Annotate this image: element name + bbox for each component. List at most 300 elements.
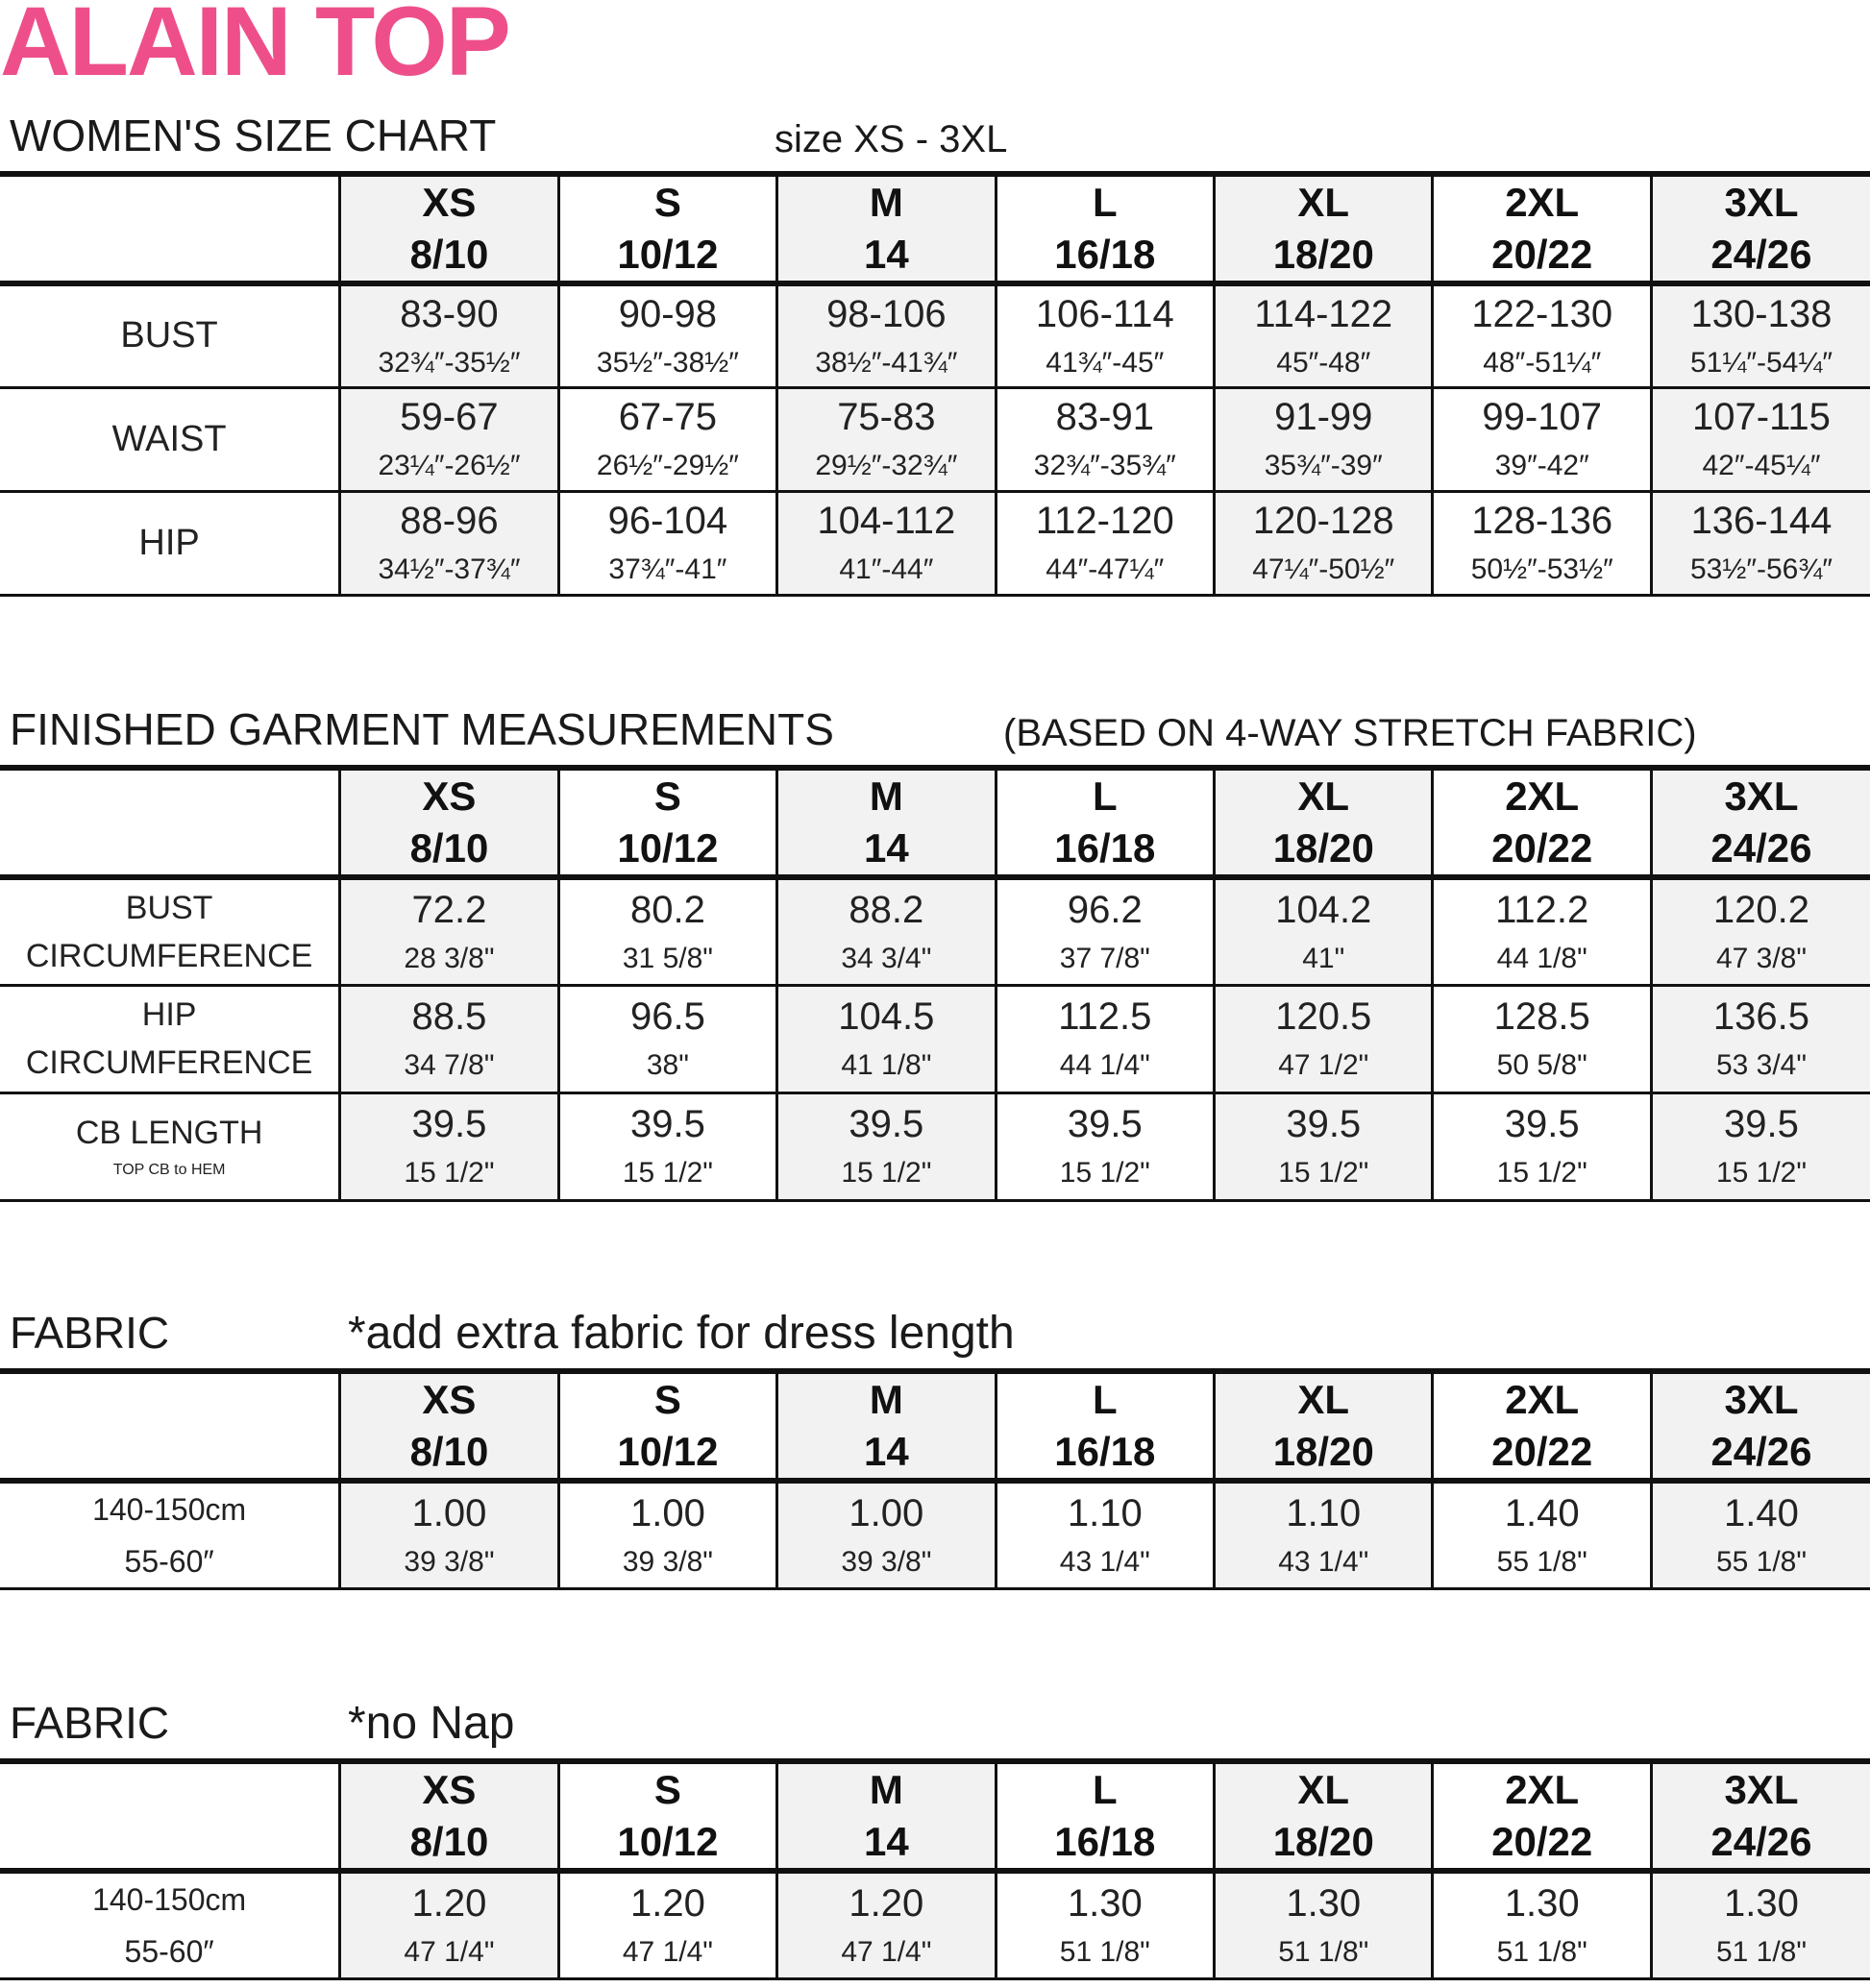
metric-value: 1.30 — [1286, 1882, 1362, 1925]
size-header-cell — [340, 768, 558, 877]
imperial-value: 41" — [1302, 942, 1345, 974]
size-number: 14 — [863, 825, 909, 871]
metric-value: 114-122 — [1254, 292, 1393, 335]
imperial-value: 39 3/8" — [622, 1546, 713, 1578]
imperial-value: 39 3/8" — [404, 1546, 495, 1578]
imperial-value: 50 5/8" — [1496, 1049, 1587, 1081]
size-number: 24/26 — [1710, 232, 1812, 277]
section-header — [0, 704, 1870, 765]
metric-value: 98-106 — [826, 292, 947, 335]
size-letter: L — [1092, 1767, 1118, 1812]
measurement-cell — [340, 1092, 558, 1200]
size-letter: L — [1092, 1377, 1118, 1422]
size-header-cell — [1651, 1761, 1870, 1871]
table-row — [0, 1481, 1870, 1589]
imperial-value: 47 3/8" — [1715, 942, 1807, 974]
imperial-value: 44″-47¼″ — [1046, 553, 1165, 585]
size-header-cell — [340, 174, 558, 283]
size-header-cell — [558, 768, 776, 877]
measurement-cell — [1651, 877, 1870, 985]
imperial-value: 15 1/2" — [1059, 1157, 1150, 1189]
metric-value: 80.2 — [629, 888, 705, 931]
measurement-cell — [1215, 387, 1433, 491]
size-number: 8/10 — [409, 232, 489, 277]
section-note: *add extra fabric for dress length — [348, 1308, 1015, 1359]
size-letter: 3XL — [1724, 773, 1799, 819]
size-letter: XL — [1297, 773, 1350, 819]
measurement-cell — [1651, 283, 1870, 387]
size-letter: 3XL — [1724, 1767, 1799, 1812]
measurement-cell — [996, 491, 1214, 595]
size-header-cell — [1651, 1371, 1870, 1481]
metric-value: 120.2 — [1712, 888, 1810, 931]
metric-value: 75-83 — [837, 396, 936, 438]
metric-value: 120-128 — [1252, 500, 1394, 542]
metric-value: 128-136 — [1471, 500, 1613, 542]
imperial-value: 55 1/8" — [1715, 1546, 1807, 1578]
imperial-value: 34 7/8" — [404, 1049, 495, 1081]
imperial-value: 32¾″-35¾″ — [1033, 450, 1176, 481]
row-label: 140-150cm — [92, 1492, 247, 1527]
measurement-cell — [558, 985, 776, 1092]
size-letter: M — [869, 1377, 903, 1422]
row-label: BUST — [125, 889, 213, 926]
imperial-value: 53 3/4" — [1715, 1049, 1807, 1081]
imperial-value: 34½″-37¾″ — [378, 553, 521, 585]
metric-value: 120.5 — [1275, 995, 1372, 1038]
metric-value: 1.30 — [1504, 1882, 1580, 1925]
size-letter: L — [1092, 180, 1118, 225]
measurement-cell — [558, 877, 776, 985]
metric-value: 1.40 — [1724, 1492, 1799, 1534]
imperial-value: 35¾″-39″ — [1264, 450, 1383, 481]
size-letter: XL — [1297, 1377, 1350, 1422]
metric-value: 1.10 — [1286, 1492, 1362, 1534]
size-number: 18/20 — [1272, 1429, 1374, 1474]
size-chart-table — [0, 171, 1870, 597]
measurement-cell — [558, 1871, 776, 1979]
metric-value: 39.5 — [849, 1103, 924, 1145]
size-letter: S — [653, 180, 681, 225]
imperial-value: 47 1/2" — [1278, 1049, 1369, 1081]
header-blank-cell — [0, 768, 340, 877]
size-header-cell — [777, 768, 996, 877]
size-number: 14 — [863, 1819, 909, 1864]
imperial-value: 47 1/4" — [404, 1936, 495, 1968]
metric-value: 1.00 — [849, 1492, 924, 1534]
imperial-value: 45″-48″ — [1276, 346, 1371, 379]
measurement-cell — [1215, 877, 1433, 985]
section-heading: FABRIC — [10, 1698, 170, 1748]
size-header-cell — [996, 1371, 1214, 1481]
row-sublabel: TOP CB to HEM — [112, 1162, 226, 1178]
size-letter: L — [1092, 773, 1118, 819]
row-label: 140-150cm — [92, 1882, 247, 1917]
metric-value: 39.5 — [411, 1103, 487, 1145]
metric-value: 39.5 — [1504, 1103, 1580, 1145]
metric-value: 96.5 — [629, 995, 705, 1038]
header-blank-cell — [0, 174, 340, 283]
size-letter: M — [869, 773, 903, 819]
row-label-cell — [0, 1481, 340, 1589]
table-row — [0, 283, 1870, 387]
measurement-cell — [558, 387, 776, 491]
size-header-cell — [1433, 1761, 1651, 1871]
section-note: size XS - 3XL — [775, 118, 1008, 160]
imperial-value: 15 1/2" — [404, 1157, 495, 1189]
size-header-cell — [1651, 768, 1870, 877]
fabric-no-nap-section — [0, 1698, 1870, 1980]
row-label-cell — [0, 491, 340, 595]
measurement-cell — [777, 387, 996, 491]
metric-value: 67-75 — [618, 396, 718, 438]
size-chart-section — [0, 110, 1870, 597]
size-letter: 3XL — [1724, 180, 1799, 225]
metric-value: 88-96 — [400, 500, 499, 542]
measurement-cell — [340, 985, 558, 1092]
size-header-cell — [558, 174, 776, 283]
header-blank-cell — [0, 1761, 340, 1871]
imperial-value: 51 1/8" — [1715, 1936, 1807, 1968]
measurement-cell — [1215, 1092, 1433, 1200]
imperial-value: 43 1/4" — [1059, 1546, 1150, 1578]
row-label-cell — [0, 1092, 340, 1200]
section-note: (BASED ON 4-WAY STRETCH FABRIC) — [1003, 712, 1697, 754]
fabric-section — [0, 1308, 1870, 1590]
size-number: 16/18 — [1054, 825, 1156, 871]
size-header-row — [0, 174, 1870, 283]
size-number: 16/18 — [1054, 232, 1156, 277]
row-label-cell — [0, 985, 340, 1092]
section-header — [0, 1698, 1870, 1758]
measurement-cell — [340, 387, 558, 491]
size-header-cell — [1215, 174, 1433, 283]
imperial-value: 38" — [646, 1049, 689, 1081]
metric-value: 130-138 — [1690, 292, 1833, 335]
imperial-value: 29½″-32¾″ — [815, 450, 958, 481]
imperial-value: 51¼″-54¼″ — [1689, 346, 1833, 379]
measurement-cell — [1651, 491, 1870, 595]
size-letter: XL — [1297, 1767, 1350, 1812]
size-number: 10/12 — [617, 1819, 719, 1864]
imperial-value: 15 1/2" — [1715, 1157, 1807, 1189]
metric-value: 1.40 — [1504, 1492, 1580, 1534]
measurement-cell — [340, 1871, 558, 1979]
size-letter: M — [869, 180, 903, 225]
metric-value: 1.00 — [411, 1492, 487, 1534]
size-header-cell — [777, 1761, 996, 1871]
table-row — [0, 1092, 1870, 1200]
metric-value: 1.20 — [411, 1882, 487, 1925]
imperial-value: 41 1/8" — [841, 1049, 932, 1081]
measurement-cell — [777, 1092, 996, 1200]
imperial-value: 32¾″-35½″ — [378, 346, 521, 379]
measurement-cell — [1215, 985, 1433, 1092]
metric-value: 104.2 — [1275, 888, 1372, 931]
row-sublabel: CIRCUMFERENCE — [25, 1044, 313, 1081]
table-row — [0, 877, 1870, 985]
row-label: BUST — [120, 315, 218, 356]
section-heading: FABRIC — [10, 1308, 170, 1358]
measurement-cell — [777, 283, 996, 387]
size-header-cell — [777, 174, 996, 283]
size-number: 18/20 — [1272, 232, 1374, 277]
metric-value: 88.5 — [411, 995, 487, 1038]
measurement-cell — [1433, 1871, 1651, 1979]
size-header-cell — [1215, 1371, 1433, 1481]
measurement-cell — [777, 877, 996, 985]
row-sublabel: 55-60″ — [124, 1934, 214, 1969]
imperial-value: 44 1/4" — [1059, 1049, 1150, 1081]
size-letter: XS — [422, 773, 477, 819]
imperial-value: 51 1/8" — [1059, 1936, 1150, 1968]
measurement-cell — [1651, 1481, 1870, 1589]
size-letter: S — [653, 1767, 681, 1812]
measurement-cell — [340, 491, 558, 595]
metric-value: 136.5 — [1712, 995, 1810, 1038]
metric-value: 91-99 — [1274, 396, 1373, 438]
size-letter: XS — [422, 1767, 477, 1812]
metric-value: 83-90 — [400, 292, 499, 335]
measurement-cell — [1651, 985, 1870, 1092]
imperial-value: 38½″-41¾″ — [815, 346, 958, 379]
size-header-cell — [340, 1761, 558, 1871]
measurement-cell — [1215, 283, 1433, 387]
measurement-cell — [1433, 985, 1651, 1092]
measurement-cell — [1433, 1092, 1651, 1200]
fabric-no-nap-table — [0, 1758, 1870, 1980]
measurement-cell — [777, 985, 996, 1092]
measurement-cell — [996, 1092, 1214, 1200]
measurement-cell — [558, 491, 776, 595]
metric-value: 1.30 — [1724, 1882, 1799, 1925]
imperial-value: 41″-44″ — [839, 553, 934, 585]
metric-value: 99-107 — [1482, 396, 1602, 438]
size-number: 16/18 — [1054, 1819, 1156, 1864]
measurement-cell — [558, 1092, 776, 1200]
measurement-cell — [1433, 877, 1651, 985]
measurement-cell — [1215, 491, 1433, 595]
row-label-cell — [0, 283, 340, 387]
size-number: 16/18 — [1054, 1429, 1156, 1474]
measurement-cell — [1433, 283, 1651, 387]
metric-value: 112.5 — [1058, 995, 1152, 1038]
imperial-value: 51 1/8" — [1496, 1936, 1587, 1968]
section-heading: WOMEN'S SIZE CHART — [10, 110, 497, 160]
imperial-value: 39″-42″ — [1494, 450, 1589, 481]
measurement-cell — [996, 985, 1214, 1092]
metric-value: 88.2 — [849, 888, 924, 931]
measurement-cell — [777, 1871, 996, 1979]
size-header-cell — [558, 1761, 776, 1871]
imperial-value: 55 1/8" — [1496, 1546, 1587, 1578]
measurement-cell — [558, 283, 776, 387]
size-number: 24/26 — [1710, 825, 1812, 871]
imperial-value: 43 1/4" — [1278, 1546, 1369, 1578]
imperial-value: 26½″-29½″ — [596, 450, 739, 481]
size-header-cell — [340, 1371, 558, 1481]
size-letter: 2XL — [1505, 773, 1580, 819]
size-number: 20/22 — [1491, 1429, 1593, 1474]
measurement-cell — [996, 387, 1214, 491]
imperial-value: 15 1/2" — [841, 1157, 932, 1189]
size-letter: 2XL — [1505, 1377, 1580, 1422]
metric-value: 104.5 — [838, 995, 935, 1038]
size-header-row — [0, 1761, 1870, 1871]
measurement-cell — [996, 1871, 1214, 1979]
measurement-cell — [996, 877, 1214, 985]
metric-value: 83-91 — [1055, 396, 1154, 438]
metric-value: 104-112 — [817, 500, 956, 542]
size-header-cell — [996, 768, 1214, 877]
section-header — [0, 1308, 1870, 1368]
section-note: *no Nap — [348, 1698, 515, 1749]
table-row — [0, 387, 1870, 491]
imperial-value: 23¼″-26½″ — [378, 450, 521, 481]
imperial-value: 15 1/2" — [1278, 1157, 1369, 1189]
size-number: 8/10 — [409, 1429, 489, 1474]
size-letter: 2XL — [1505, 1767, 1580, 1812]
size-header-cell — [1651, 174, 1870, 283]
metric-value: 96.2 — [1067, 888, 1143, 931]
size-number: 8/10 — [409, 1819, 489, 1864]
metric-value: 72.2 — [411, 888, 487, 931]
imperial-value: 15 1/2" — [1496, 1157, 1587, 1189]
metric-value: 1.20 — [629, 1882, 705, 1925]
metric-value: 39.5 — [629, 1103, 705, 1145]
measurement-cell — [1433, 387, 1651, 491]
measurement-cell — [1433, 1481, 1651, 1589]
size-header-cell — [996, 1761, 1214, 1871]
row-label-cell — [0, 387, 340, 491]
table-row — [0, 985, 1870, 1092]
imperial-value: 34 3/4" — [841, 942, 932, 974]
imperial-value: 47¼″-50½″ — [1252, 553, 1395, 585]
imperial-value: 41¾″-45″ — [1046, 346, 1165, 379]
imperial-value: 51 1/8" — [1278, 1936, 1369, 1968]
size-header-cell — [558, 1371, 776, 1481]
section-header — [0, 110, 1870, 171]
size-letter: S — [653, 773, 681, 819]
measurement-cell — [996, 283, 1214, 387]
size-header-cell — [996, 174, 1214, 283]
size-number: 18/20 — [1272, 825, 1374, 871]
fabric-table — [0, 1368, 1870, 1590]
imperial-value: 47 1/4" — [622, 1936, 713, 1968]
size-letter: S — [653, 1377, 681, 1422]
metric-value: 107-115 — [1692, 396, 1831, 438]
measurement-cell — [996, 1481, 1214, 1589]
metric-value: 1.10 — [1067, 1492, 1143, 1534]
size-number: 8/10 — [409, 825, 489, 871]
metric-value: 39.5 — [1724, 1103, 1799, 1145]
imperial-value: 37¾″-41″ — [608, 553, 727, 585]
size-number: 10/12 — [617, 825, 719, 871]
metric-value: 136-144 — [1690, 500, 1833, 542]
size-number: 18/20 — [1272, 1819, 1374, 1864]
size-number: 10/12 — [617, 1429, 719, 1474]
size-number: 10/12 — [617, 232, 719, 277]
imperial-value: 37 7/8" — [1059, 942, 1150, 974]
size-header-cell — [1433, 1371, 1651, 1481]
size-header-row — [0, 768, 1870, 877]
size-letter: 2XL — [1505, 180, 1580, 225]
measurement-cell — [1215, 1871, 1433, 1979]
imperial-value: 39 3/8" — [841, 1546, 932, 1578]
row-label: WAIST — [111, 418, 227, 459]
size-number: 20/22 — [1491, 825, 1593, 871]
measurement-cell — [777, 491, 996, 595]
size-letter: M — [869, 1767, 903, 1812]
row-label-cell — [0, 877, 340, 985]
measurement-cell — [1651, 1092, 1870, 1200]
size-number: 20/22 — [1491, 1819, 1593, 1864]
imperial-value: 47 1/4" — [841, 1936, 932, 1968]
table-row — [0, 491, 1870, 595]
size-header-cell — [1433, 174, 1651, 283]
metric-value: 1.00 — [629, 1492, 705, 1534]
imperial-value: 42″-45¼″ — [1702, 450, 1821, 481]
table-row — [0, 1871, 1870, 1979]
row-label: HIP — [138, 522, 200, 563]
metric-value: 106-114 — [1035, 292, 1174, 335]
metric-value: 1.30 — [1067, 1882, 1143, 1925]
metric-value: 59-67 — [400, 396, 499, 438]
size-letter: XS — [422, 1377, 477, 1422]
section-heading: FINISHED GARMENT MEASUREMENTS — [10, 704, 834, 754]
metric-value: 39.5 — [1286, 1103, 1362, 1145]
metric-value: 112.2 — [1495, 888, 1589, 931]
measurement-cell — [340, 1481, 558, 1589]
size-number: 14 — [863, 232, 909, 277]
size-number: 24/26 — [1710, 1429, 1812, 1474]
imperial-value: 48″-51¼″ — [1483, 346, 1602, 379]
row-label: HIP — [141, 996, 197, 1033]
size-header-cell — [1215, 768, 1433, 877]
header-blank-cell — [0, 1371, 340, 1481]
page-title: ALAIN TOP — [0, 0, 509, 96]
measurement-cell — [1651, 1871, 1870, 1979]
size-letter: XL — [1297, 180, 1350, 225]
size-header-cell — [777, 1371, 996, 1481]
metric-value: 96-104 — [607, 500, 728, 542]
size-letter: XS — [422, 180, 477, 225]
size-header-row — [0, 1371, 1870, 1481]
row-sublabel: 55-60″ — [124, 1544, 214, 1579]
metric-value: 39.5 — [1067, 1103, 1143, 1145]
imperial-value: 50½″-53½″ — [1470, 553, 1613, 585]
metric-value: 122-130 — [1471, 292, 1613, 335]
measurement-cell — [558, 1481, 776, 1589]
measurement-cell — [777, 1481, 996, 1589]
size-number: 24/26 — [1710, 1819, 1812, 1864]
row-label: CB LENGTH — [75, 1115, 263, 1151]
measurement-cell — [1651, 387, 1870, 491]
imperial-value: 15 1/2" — [622, 1157, 713, 1189]
metric-value: 128.5 — [1493, 995, 1590, 1038]
row-label-cell — [0, 1871, 340, 1979]
metric-value: 112-120 — [1035, 500, 1174, 542]
row-sublabel: CIRCUMFERENCE — [25, 937, 313, 974]
imperial-value: 53½″-56¾″ — [1689, 553, 1833, 585]
size-header-cell — [1433, 768, 1651, 877]
size-number: 20/22 — [1491, 232, 1593, 277]
measurement-cell — [1433, 491, 1651, 595]
measurement-cell — [340, 877, 558, 985]
size-header-cell — [1215, 1761, 1433, 1871]
measurement-cell — [1215, 1481, 1433, 1589]
finished-measurements-section — [0, 704, 1870, 1202]
